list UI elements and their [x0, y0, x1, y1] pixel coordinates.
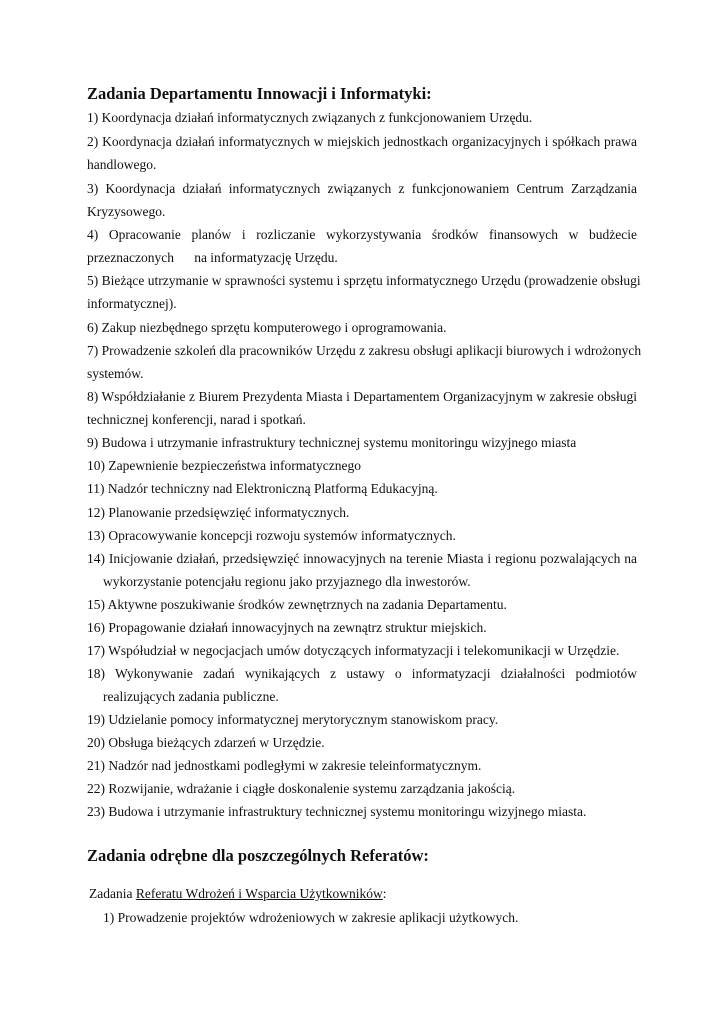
task-item: 8) Współdziałanie z Biurem Prezydenta Miasta i Departamentem Organizacyjnym w zakresie obsługi: [87, 389, 637, 404]
task-item: 23) Budowa i utrzymanie infrastruktury technicznej systemu monitoringu wizyjnego miasta.: [87, 804, 587, 819]
task-item: 2) Koordynacja działań informatycznych w miejskich jednostkach organizacyjnych i spółkach prawa: [87, 134, 637, 149]
task-item: 6) Zakup niezbędnego sprzętu komputerowego i oprogramowania.: [87, 320, 447, 335]
referat-suffix: :: [382, 886, 387, 901]
task-item-continuation: wykorzystanie potencjału regionu jako przyjaznego dla inwestorów.: [103, 574, 471, 589]
task-item-continuation: Kryzysowego.: [87, 204, 166, 219]
task-item: 21) Nadzór nad jednostkami podległymi w zakresie teleinformatycznym.: [87, 758, 482, 773]
task-item: 9) Budowa i utrzymanie infrastruktury technicznej systemu monitoringu wizyjnego miasta: [87, 435, 577, 450]
task-item-continuation: realizujących zadania publiczne.: [103, 689, 279, 704]
task-item: 10) Zapewnienie bezpieczeństwa informatycznego: [87, 458, 361, 473]
task-item: 19) Udzielanie pomocy informatycznej merytorycznym stanowiskom pracy.: [87, 712, 499, 727]
task-item: 22) Rozwijanie, wdrażanie i ciągłe doskonalenie systemu zarządzania jakością.: [87, 781, 516, 796]
task-item: 20) Obsługa bieżących zdarzeń w Urzędzie.: [87, 735, 325, 750]
task-item: 1) Koordynacja działań informatycznych związanych z funkcjonowaniem Urzędu.: [87, 110, 533, 125]
task-item-continuation: handlowego.: [87, 157, 157, 172]
referat-heading: [89, 886, 387, 902]
task-item: 12) Planowanie przedsięwzięć informatycznych.: [87, 505, 350, 520]
referat-prefix: Zadania: [89, 886, 136, 901]
task-item: 5) Bieżące utrzymanie w sprawności systemu i sprzętu informatycznego Urzędu (prowadzenie obsługi: [87, 273, 641, 288]
task-item-continuation: informatycznej).: [87, 296, 177, 311]
task-item-continuation: systemów.: [87, 366, 144, 381]
task-item-continuation: technicznej konferencji, narad i spotkań.: [87, 412, 306, 427]
task-item: 15) Aktywne poszukiwanie środków zewnętrznych na zadania Departamentu.: [87, 597, 507, 612]
task-item: 13) Opracowywanie koncepcji rozwoju systemów informatycznych.: [87, 528, 456, 543]
section-heading: Zadania Departamentu Innowacji i Informatyki:: [87, 84, 432, 103]
task-item: 14) Inicjowanie działań, przedsięwzięć innowacyjnych na terenie Miasta i regionu pozwalających na: [87, 551, 637, 566]
referat-task-item: 1) Prowadzenie projektów wdrożeniowych w zakresie aplikacji użytkowych.: [103, 910, 519, 925]
task-item: 7) Prowadzenie szkoleń dla pracowników Urzędu z zakresu obsługi aplikacji biurowych i wdrożonych: [87, 343, 642, 358]
section-heading-referaty: Zadania odrębne dla poszczególnych Referatów:: [87, 846, 429, 865]
task-item-continuation: przeznaczonych na informatyzację Urzędu.: [87, 250, 338, 265]
referat-name: Referatu Wdrożeń i Wsparcia Użytkowników: [135, 886, 383, 901]
task-item: 4) Opracowanie planów i rozliczanie wykorzystywania środków finansowych w budżecie: [87, 227, 637, 242]
task-item: 16) Propagowanie działań innowacyjnych na zewnątrz struktur miejskich.: [87, 620, 487, 635]
task-item: 11) Nadzór techniczny nad Elektroniczną Platformą Edukacyjną.: [87, 481, 438, 496]
task-item: 3) Koordynacja działań informatycznych związanych z funkcjonowaniem Centrum Zarządzania: [87, 181, 637, 196]
task-item: 17) Współudział w negocjacjach umów dotyczących informatyzacji i telekomunikacji w Urzędzie.: [87, 643, 620, 658]
task-item: 18) Wykonywanie zadań wynikających z ustawy o informatyzacji działalności podmiotów: [87, 666, 637, 681]
